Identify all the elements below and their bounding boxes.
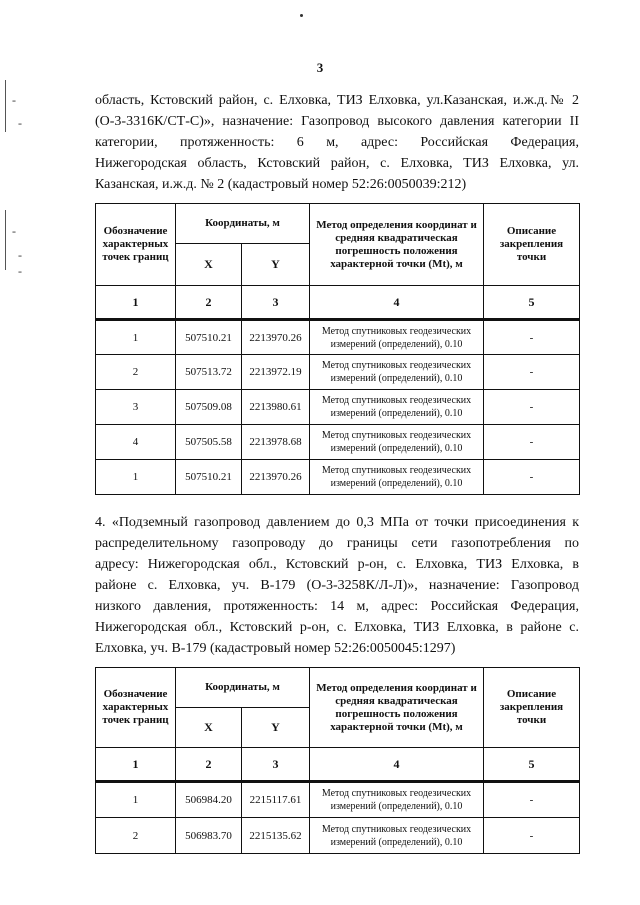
method-cell: Метод спутниковых геодезических измерений (определений), 0.10 xyxy=(310,320,484,355)
y-cell: 2213980.61 xyxy=(242,390,310,425)
table-row xyxy=(96,818,580,854)
header-method: Метод определения координат и средняя квадратическая погрешность положения характерной точки (Mt), м xyxy=(310,668,484,748)
margin-mark: - xyxy=(18,264,22,278)
coordinates-table-1 xyxy=(95,203,580,495)
paragraph-line: Нижегородская область, Кстовский район, с. Елховка, ТИЗ Елховка, ул. xyxy=(95,156,579,171)
x-cell: 507509.08 xyxy=(176,390,242,425)
paragraph-line: Елховка, уч. В-179 (кадастровый номер 52:26:0050045:1297) xyxy=(95,641,456,656)
margin-mark: - xyxy=(18,248,22,262)
header-coords: Координаты, м xyxy=(176,668,310,708)
margin-mark: - xyxy=(12,224,16,238)
table-row xyxy=(96,460,580,495)
header-method: Метод определения координат и средняя квадратическая погрешность положения характерной точки (Mt), м xyxy=(310,204,484,286)
header-coords: Координаты, м xyxy=(176,204,310,244)
desc-cell: - xyxy=(484,320,580,355)
point-cell: 2 xyxy=(96,818,176,854)
margin-line xyxy=(5,80,6,132)
x-cell: 506984.20 xyxy=(176,782,242,818)
point-cell: 1 xyxy=(96,460,176,495)
table-row xyxy=(96,425,580,460)
margin-line xyxy=(5,210,6,270)
page-number: 3 xyxy=(316,60,324,75)
desc-cell: - xyxy=(484,460,580,495)
table-row xyxy=(96,782,580,818)
paragraph-line: районе с. Елховка, уч. В-179 (О-3-3258К/Л-Л)», назначение: Газопровод xyxy=(95,578,579,593)
point-cell: 4 xyxy=(96,425,176,460)
y-cell: 2215135.62 xyxy=(242,818,310,854)
column-number: 1 xyxy=(96,286,176,320)
desc-cell: - xyxy=(484,782,580,818)
y-cell: 2213970.26 xyxy=(242,460,310,495)
y-cell: 2213970.26 xyxy=(242,320,310,355)
column-number: 2 xyxy=(176,286,242,320)
paragraph-line: категории, протяженность: 6 м, адрес: Российская Федерация, xyxy=(95,135,579,150)
method-cell: Метод спутниковых геодезических измерений (определений), 0.10 xyxy=(310,818,484,854)
column-number: 5 xyxy=(484,748,580,782)
table-row xyxy=(96,355,580,390)
x-cell: 507510.21 xyxy=(176,460,242,495)
column-number: 2 xyxy=(176,748,242,782)
paragraph-line: Нижегородская обл., Кстовский р-он, с. Елховка, ТИЗ Елховка, в районе с. xyxy=(95,620,579,635)
y-cell: 2213972.19 xyxy=(242,355,310,390)
x-cell: 506983.70 xyxy=(176,818,242,854)
table-row xyxy=(96,390,580,425)
method-cell: Метод спутниковых геодезических измерений (определений), 0.10 xyxy=(310,355,484,390)
method-cell: Метод спутниковых геодезических измерений (определений), 0.10 xyxy=(310,425,484,460)
paragraph-line: область, Кстовский район, с. Елховка, ТИЗ Елховка, ул.Казанская, и.ж.д.№ 2 xyxy=(95,93,579,108)
header-point: Обозначение характерных точек границ xyxy=(96,204,176,286)
desc-cell: - xyxy=(484,355,580,390)
desc-cell: - xyxy=(484,425,580,460)
x-cell: 507510.21 xyxy=(176,320,242,355)
header-desc: Описание закрепления точки xyxy=(484,204,580,286)
paragraph-4 xyxy=(95,512,579,659)
header-desc: Описание закрепления точки xyxy=(484,668,580,748)
desc-cell: - xyxy=(484,390,580,425)
table-row xyxy=(96,320,580,355)
point-cell: 1 xyxy=(96,782,176,818)
paragraph-line: (О-3-3316К/СТ-С)», назначение: Газопровод высокого давления категории II xyxy=(95,114,579,129)
margin-mark: - xyxy=(12,93,16,107)
paragraph-line: низкого давления, протяженность: 14 м, адрес: Российская Федерация, xyxy=(95,599,579,614)
header-x: X xyxy=(176,708,242,748)
column-number: 4 xyxy=(310,748,484,782)
scan-dot xyxy=(300,14,303,17)
paragraph-line: 4. «Подземный газопровод давлением до 0,3 МПа от точки присоединения к xyxy=(95,515,579,530)
point-cell: 3 xyxy=(96,390,176,425)
margin-mark: - xyxy=(18,116,22,130)
column-number: 5 xyxy=(484,286,580,320)
coordinates-table-2 xyxy=(95,667,580,854)
header-point: Обозначение характерных точек границ xyxy=(96,668,176,748)
paragraph-line: Казанская, и.ж.д. № 2 (кадастровый номер 52:26:0050039:212) xyxy=(95,177,467,192)
x-cell: 507513.72 xyxy=(176,355,242,390)
point-cell: 2 xyxy=(96,355,176,390)
column-number: 3 xyxy=(242,748,310,782)
paragraph-line: адресу: Нижегородская обл., Кстовский р-он, с. Елховка, ТИЗ Елховка, в xyxy=(95,557,579,572)
method-cell: Метод спутниковых геодезических измерений (определений), 0.10 xyxy=(310,460,484,495)
y-cell: 2215117.61 xyxy=(242,782,310,818)
x-cell: 507505.58 xyxy=(176,425,242,460)
desc-cell: - xyxy=(484,818,580,854)
column-number: 1 xyxy=(96,748,176,782)
method-cell: Метод спутниковых геодезических измерений (определений), 0.10 xyxy=(310,390,484,425)
header-x: X xyxy=(176,244,242,286)
y-cell: 2213978.68 xyxy=(242,425,310,460)
header-y: Y xyxy=(242,244,310,286)
point-cell: 1 xyxy=(96,320,176,355)
method-cell: Метод спутниковых геодезических измерений (определений), 0.10 xyxy=(310,782,484,818)
header-y: Y xyxy=(242,708,310,748)
paragraph-line: распределительному газопроводу до границы сети газопотребления по xyxy=(95,536,579,551)
paragraph-3-continued xyxy=(95,90,579,195)
column-number: 4 xyxy=(310,286,484,320)
column-number: 3 xyxy=(242,286,310,320)
